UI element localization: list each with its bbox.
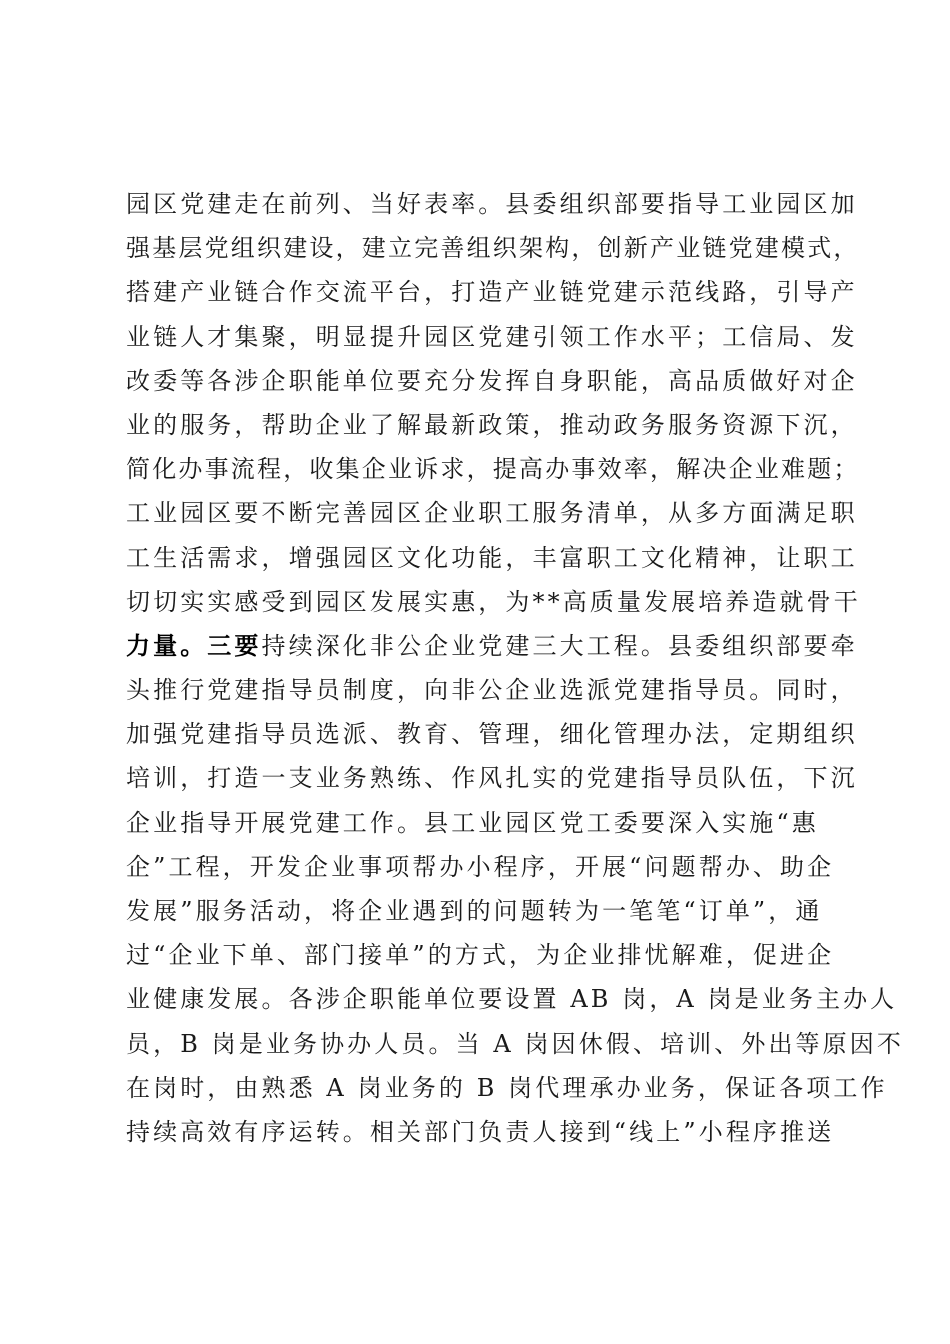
text-line: 加强党建指导员选派、教育、管理，细化管理办法，定期组织 — [126, 720, 858, 749]
text-line: 搭建产业链合作交流平台，打造产业链党建示范线路，引导产 — [126, 278, 858, 307]
text-line: 企业指导开展党建工作。县工业园区党工委要深入实施“惠 — [126, 808, 819, 837]
text-line: 头推行党建指导员制度，向非公企业选派党建指导员。同时， — [126, 676, 858, 705]
text-line: 工业园区要不断完善园区企业职工服务清单，从多方面满足职 — [126, 499, 858, 528]
text-line: 持续高效有序运转。相关部门负责人接到“线上”小程序推送 — [126, 1117, 835, 1146]
body-text — [126, 182, 904, 1154]
text-line: 简化办事流程，收集企业诉求，提高办事效率，解决企业难题； — [126, 455, 860, 484]
bold-heading-phrase: 力量。三要 — [126, 630, 262, 660]
text-line: 发展”服务活动，将企业遇到的问题转为一笔笔“订单”，通 — [126, 897, 823, 925]
text-line: 业健康发展。各涉企职能单位要设置 AB 岗，A 岗是业务主办人 — [126, 985, 898, 1014]
text-line: 业的服务，帮助企业了解最新政策，推动政务服务资源下沉， — [126, 410, 858, 439]
text-line: 过“企业下单、部门接单”的方式，为企业排忧解难，促进企 — [126, 941, 835, 970]
text-line: 强基层党组织建设，建立完善组织架构，创新产业链党建模式， — [126, 234, 860, 263]
text-line: 员，B 岗是业务协办人员。当 A 岗因休假、培训、外出等原因不 — [126, 1029, 904, 1058]
text-line: 切切实实感受到园区发展实惠，为**高质量发展培养造就骨干 — [126, 587, 861, 616]
text-line: 企”工程，开发企业事项帮办小程序，开展“问题帮办、助企 — [126, 852, 835, 881]
text-line: 工生活需求，增强园区文化功能，丰富职工文化精神，让职工 — [126, 543, 858, 572]
text-line: 园区党建走在前列、当好表率。县委组织部要指导工业园区加 — [126, 190, 858, 218]
text-line-with-bold — [126, 624, 856, 668]
text-line: 改委等各涉企职能单位要充分发挥自身职能，高品质做好对企 — [126, 366, 858, 395]
text-line: 在岗时，由熟悉 A 岗业务的 B 岗代理承办业务，保证各项工作 — [126, 1073, 888, 1102]
text-line: 业链人才集聚，明显提升园区党建引领工作水平；工信局、发 — [126, 322, 858, 351]
text-line-rest: 持续深化非公企业党建三大工程。县委组织部要牵 — [261, 631, 858, 660]
text-line: 培训，打造一支业务熟练、作风扎实的党建指导员队伍，下沉 — [126, 764, 858, 793]
